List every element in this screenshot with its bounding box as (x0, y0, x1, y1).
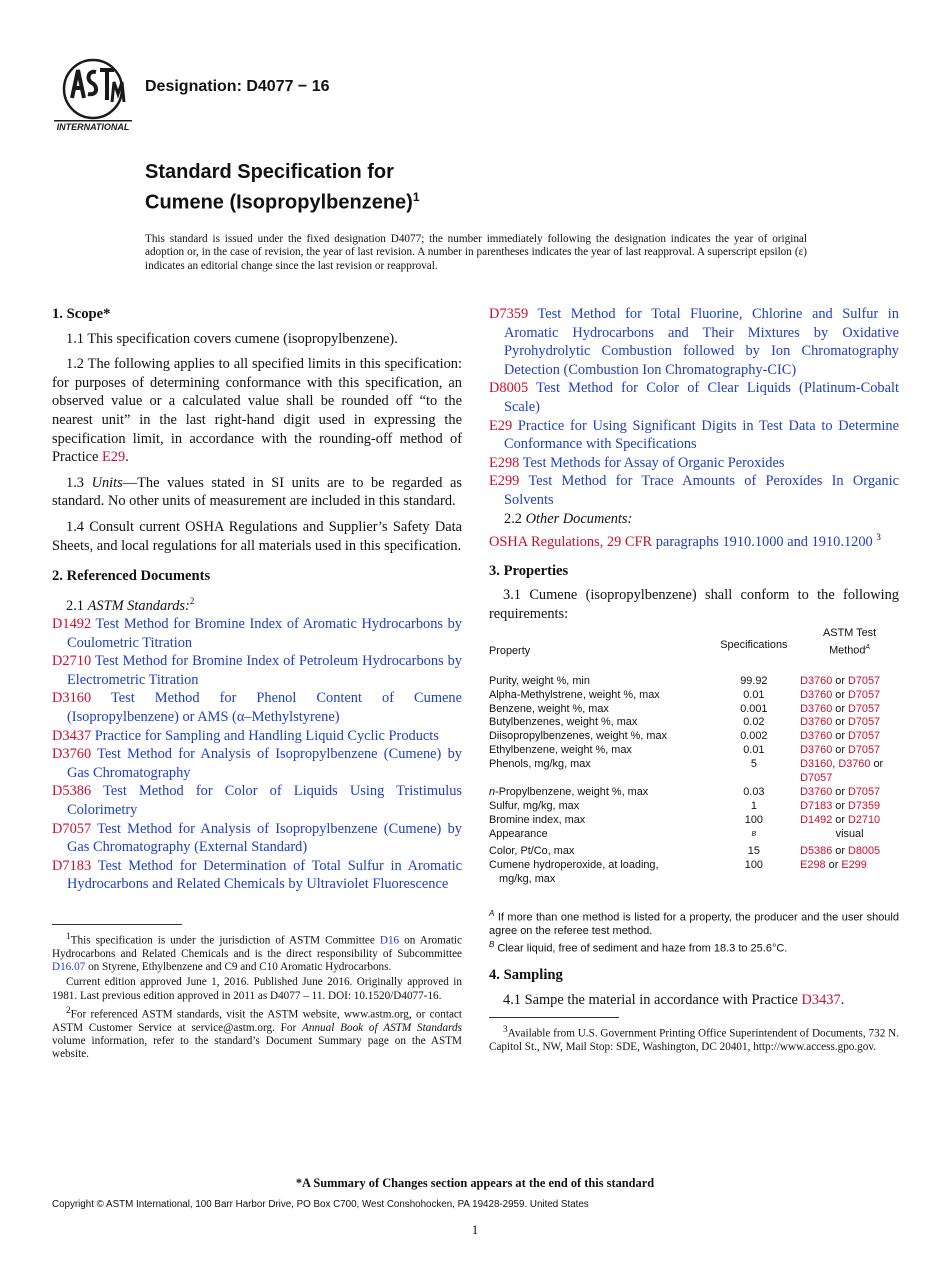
method-link[interactable]: D2710 (848, 813, 881, 826)
method-cell: visual (835, 827, 864, 840)
spec-value: 99.92 (740, 674, 768, 687)
properties-heading: 3. Properties (489, 562, 569, 579)
astm-ref-d2710 (52, 652, 462, 689)
table-row-phenols (489, 758, 899, 786)
astm-ref-d1492 (52, 615, 462, 652)
table-body (489, 675, 899, 887)
astm-ref-d7359 (489, 305, 899, 379)
method-sep: or (832, 730, 849, 743)
ref-title-link[interactable]: Test Method for Total Fluorine, Chlorine and Sulfur in Aromatic Hydrocarbons and Their Mixtures by Oxidative Pyrohydrolytic Combustion followed by Ion Chromatography Detection (Combustion Ion Chromatography-CIC) (504, 306, 899, 378)
footnote-rule (489, 1017, 619, 1018)
method-link[interactable]: E298 (800, 859, 826, 872)
ref-code-link[interactable]: D8005 (489, 380, 529, 397)
table-row (489, 703, 899, 717)
fn1-text-b: on Aromatic Hydrocarbons and Related Chemicals and is the direct responsibility of Subcommittee (52, 934, 462, 960)
method-sep: or (832, 785, 849, 798)
spec-value (712, 828, 797, 846)
table-note-b-ref: B (751, 830, 757, 838)
col-header-property: Property (489, 644, 531, 657)
fn2-text-b: volume information, refer to the standard’s Document Summary page on the ASTM website. (52, 1034, 462, 1061)
astm-ref-d3760 (52, 745, 462, 782)
para-1-3-num: 1.3 (66, 474, 84, 491)
method-cell (796, 758, 899, 786)
col-header-method-line2: Method (829, 644, 866, 657)
sub-2-1-num: 2.1 (66, 597, 84, 614)
title-line1: Standard Specification for (145, 161, 394, 183)
table-row (489, 845, 899, 859)
link-e29[interactable]: E29 (101, 449, 126, 466)
ref-code-link[interactable]: D3160 (52, 690, 92, 707)
para-3-1: 3.1 Cumene (isopropylbenzene) shall conform to the following requirements: (489, 587, 899, 622)
method-link[interactable]: D3760 (800, 688, 833, 701)
table-note-a (489, 907, 899, 938)
astm-logo (52, 58, 134, 134)
para-1-3-label: Units (91, 474, 123, 491)
method-link[interactable]: D7057 (848, 744, 881, 757)
para-1-2: 1.2 The following applies to all specified limits in this specification: for purposes of determining conformance with this specification, an observed value or a calculated value shall be rounded off “to the nearest unit” in the last right-hand digit used in expressing the specification limit, in accordance with the rounding-off method of Practice E29. (52, 356, 462, 466)
link-osha[interactable]: OSHA Regulations, 29 CFR (489, 533, 653, 550)
para-4-1-text: 4.1 Sampe the material in accordance with Practice (503, 992, 798, 1009)
method-cell (796, 859, 899, 887)
astm-ref-d5386 (52, 782, 462, 819)
ref-code-link[interactable]: D1492 (52, 616, 92, 633)
ref-title-link[interactable]: Test Method for Analysis of Isopropylbenzene (Cumene) by Gas Chromatography (67, 746, 462, 781)
property-name: Diisopropylbenzenes, weight %, max (489, 730, 667, 743)
fn2-italic: Annual Book of ASTM Standards (302, 1021, 462, 1034)
spec-value: 0.03 (743, 785, 765, 798)
method-sep: or (832, 799, 849, 812)
spec-value: 0.01 (743, 744, 765, 757)
method-link[interactable]: D3760 (800, 744, 833, 757)
method-sep: or (832, 674, 849, 687)
method-cell (796, 800, 899, 814)
astm-ref-list-right (489, 305, 899, 510)
table-row (489, 814, 899, 828)
sub-2-1-label: ASTM Standards: (87, 597, 190, 614)
property-name: Phenols, mg/kg, max (489, 758, 591, 771)
method-cell (796, 744, 899, 758)
method-sep: or (825, 859, 842, 872)
ref-title-link[interactable]: Test Method for Phenol Content of Cumene (Isopropylbenzene) or AMS (α–Methylstyrene) (67, 690, 462, 726)
method-link[interactable]: D3760 (838, 758, 871, 771)
spec-value: 15 (747, 845, 760, 858)
method-cell (796, 845, 899, 859)
fn3-mark: 3 (503, 1024, 508, 1035)
table-note-a-ref: A (865, 644, 871, 652)
method-link[interactable]: D7359 (848, 799, 881, 812)
fn1-mark: 1 (66, 932, 71, 943)
ref-code-link[interactable]: D7183 (52, 857, 92, 874)
fn1-text-a: This specification is under the jurisdiction of ASTM Committee (70, 934, 375, 947)
table-row (489, 744, 899, 758)
refs-heading: 2. Referenced Documents (52, 568, 211, 585)
ref-title-link[interactable]: Test Method for Bromine Index of Petroleum Hydrocarbons by Electrometric Titration (67, 653, 463, 688)
ref-title-link[interactable]: Test Method for Analysis of Isopropylbenzene (Cumene) by Gas Chromatography (External Standard) (67, 820, 462, 856)
astm-ref-e29 (489, 417, 899, 454)
fn1-text-c: on Styrene, Ethylbenzene and C9 and C10 Aromatic Hydrocarbons. (88, 961, 392, 974)
para-1-4: 1.4 Consult current OSHA Regulations and Supplier’s Safety Data Sheets, and local regulations for all materials used in this specification. (52, 518, 462, 554)
astm-ref-e299 (489, 472, 899, 509)
method-cell (796, 689, 899, 703)
table-row-hydroperoxide (489, 859, 899, 887)
property-name: Sulfur, mg/kg, max (489, 799, 580, 812)
para-1-3 (52, 474, 462, 511)
table-row-appearance (489, 828, 899, 846)
scope-heading: 1. Scope* (52, 306, 111, 322)
astm-ref-d3160 (52, 689, 462, 726)
astm-standards-label (52, 592, 462, 615)
method-cell (796, 716, 899, 730)
ref-title-link[interactable]: Test Method for Color of Clear Liquids (Platinum-Cobalt Scale) (504, 380, 899, 415)
title-text: Cumene (Isopropylbenzene) (145, 191, 413, 214)
spec-value: 0.01 (743, 688, 765, 701)
sub-2-2-label: Other Documents: (525, 510, 633, 527)
ref-code-link[interactable]: D3437 (52, 727, 92, 744)
ref-title-link[interactable]: Test Method for Trace Amounts of Peroxides In Organic Solvents (504, 473, 900, 508)
method-sep: or (832, 702, 849, 715)
note-b-text: Clear liquid, free of sediment and haze from 18.3 to 25.6°C. (497, 943, 788, 956)
ref-title-link[interactable]: Test Method for Determination of Total Sulfur in Aromatic Hydrocarbons and Related Chemicals by Ultraviolet Fluorescence (67, 857, 462, 893)
sampling-heading: 4. Sampling (489, 967, 563, 984)
fn2-text-a: For referenced ASTM standards, visit the ASTM website, www.astm.org, or contact ASTM Customer Service at service@astm.org. For (52, 1008, 462, 1034)
property-name: Purity, weight %, min (489, 674, 590, 687)
property-name: Color, Pt/Co, max (489, 845, 575, 858)
ref-title-link[interactable]: Test Method for Color of Liquids Using Tristimulus Colorimetry (67, 783, 462, 819)
property-name: Butylbenzenes, weight %, max (489, 716, 638, 729)
method-link[interactable]: D7057 (848, 674, 881, 687)
method-link[interactable]: D3760 (800, 785, 833, 798)
spec-value: 100 (744, 813, 763, 826)
footnote-rule (52, 924, 182, 925)
method-sep: or (832, 845, 849, 858)
table-row (489, 730, 899, 744)
property-line2: mg/kg, max (499, 873, 556, 886)
left-column (52, 305, 462, 1063)
footnote-3 (489, 1024, 899, 1054)
designation: Designation: D4077 − 16 (145, 78, 330, 95)
ref-title-link[interactable]: Practice for Sampling and Handling Liquid Cyclic Products (94, 727, 439, 744)
method-link[interactable]: D3760 (800, 730, 833, 743)
method-link[interactable]: D3760 (800, 702, 833, 715)
osha-ref (489, 528, 899, 551)
footnote-2 (52, 1005, 462, 1062)
ref-code-link[interactable]: E298 (489, 454, 520, 471)
method-link[interactable]: D3160 (800, 758, 833, 771)
footnote-ref-3[interactable]: 3 (876, 532, 881, 543)
title-footnote-ref[interactable]: 1 (412, 190, 420, 204)
method-link[interactable]: D7057 (848, 716, 881, 729)
method-sep: or (870, 758, 884, 771)
col-header-method (796, 627, 899, 674)
col-header-spec: Specifications (720, 638, 788, 651)
method-sep: or (832, 716, 849, 729)
other-documents-label (489, 510, 899, 529)
property-name: Ethylbenzene, weight %, max (489, 744, 632, 757)
method-cell (796, 814, 899, 828)
table-row-propylbenzene (489, 786, 899, 800)
method-link[interactable]: D3760 (800, 674, 833, 687)
astm-ref-d3437 (52, 727, 462, 746)
method-link[interactable]: E299 (841, 859, 867, 872)
para-4-1: 4.1 Sampe the material in accordance with Practice D3437. (503, 992, 845, 1009)
para-1-1: 1.1 This specification covers cumene (isopropylbenzene). (66, 330, 398, 347)
property-name: Alpha-Methylstrene, weight %, max (489, 688, 660, 701)
property-name: Benzene, weight %, max (489, 702, 609, 715)
para-1-3-text: —The values stated in SI units are to be regarded as standard. No other units of measurement are included in this standard. (52, 474, 462, 510)
astm-ref-e298 (489, 454, 899, 473)
spec-value: 0.002 (740, 730, 768, 743)
method-cell (796, 675, 899, 689)
property-line1: Cumene hydroperoxide, at loading, (489, 859, 659, 872)
property-name (489, 859, 712, 887)
method-link[interactable]: D7057 (800, 772, 833, 785)
sub-2-2-num: 2.2 (504, 510, 522, 527)
method-link[interactable]: D3760 (800, 716, 833, 729)
osha-title[interactable]: paragraphs 1910.1000 and 1910.1200 (655, 533, 873, 550)
astm-ref-d7057 (52, 820, 462, 857)
link-d16-07[interactable]: D16.07 (52, 961, 86, 974)
fn2-mark: 2 (66, 1005, 71, 1016)
property-name (489, 786, 712, 800)
right-column (489, 305, 899, 1056)
page-title (145, 160, 420, 216)
fn3-text: Available from U.S. Government Printing Office Superintendent of Documents, 732 N. Capitol St., NW, Mail Stop: SDE, Washington, DC 20401, http://www.access.gpo.gov. (489, 1027, 899, 1053)
spec-value: 0.02 (743, 716, 765, 729)
method-sep: or (832, 744, 849, 757)
table-header-row (489, 627, 899, 674)
copyright: Copyright © ASTM International, 100 Barr Harbor Drive, PO Box C700, West Conshohocken, PA 19428-2959. United States (52, 1199, 589, 1210)
method-link[interactable]: D7183 (800, 799, 833, 812)
astm-ref-list-left (52, 615, 462, 894)
method-cell (796, 703, 899, 717)
method-sep: or (832, 688, 849, 701)
link-d16[interactable]: D16 (379, 934, 400, 947)
para-1-2-text: 1.2 The following applies to all specified limits in this specification: for purposes of determining conformance with this specification, an observed value or a calculated value shall be rounded off “to the nearest unit” in the last right-hand digit used in expressing the specification limit, in accordance with the rounding-off method of Practice (52, 356, 462, 466)
note-a-text: If more than one method is listed for a property, the producer and the user should agree on the referee test method. (489, 911, 899, 938)
logo-text: INTERNATIONAL (56, 122, 130, 132)
col-header-method-line1: ASTM Test (823, 627, 877, 640)
property-name: Bromine index, max (489, 813, 586, 826)
table-row (489, 675, 899, 689)
ref-title-link[interactable]: Practice for Using Significant Digits in Test Data to Determine Conformance with Specifications (504, 417, 899, 453)
spec-value: 5 (750, 758, 757, 771)
method-sep: , (832, 758, 839, 771)
page-number: 1 (471, 1222, 479, 1237)
ref-code-link[interactable]: D2710 (52, 653, 92, 670)
footnote-1-edition: Current edition approved June 1, 2016. Published June 2016. Originally approved in 1981. Last previous edition approved in 2011 as D4077 – 11. DOI: 10.1520/D4077-16. (52, 976, 462, 1002)
spec-value: 0.001 (740, 702, 768, 715)
table-row (489, 689, 899, 703)
title-line2 (145, 185, 420, 216)
spec-value: 100 (744, 859, 763, 872)
property-italic: n (489, 785, 496, 798)
ref-code-link[interactable]: D3760 (52, 746, 92, 763)
summary-of-changes-note: *A Summary of Changes section appears at the end of this standard (295, 1176, 655, 1190)
astm-ref-d8005 (489, 379, 899, 416)
ref-code-link[interactable]: E299 (489, 473, 520, 490)
astm-ref-d7183 (52, 857, 462, 894)
link-d3437[interactable]: D3437 (801, 992, 841, 1009)
method-cell (796, 786, 899, 800)
method-cell (796, 730, 899, 744)
ref-code-link[interactable]: D7359 (489, 306, 529, 322)
ref-title-link[interactable]: Test Method for Bromine Index of Aromatic Hydrocarbons by Coulometric Titration (67, 616, 462, 651)
properties-table (489, 627, 899, 887)
method-link[interactable]: D5386 (800, 845, 833, 858)
method-sep: or (832, 813, 849, 826)
note-a-mark: A (489, 908, 495, 918)
method-link[interactable]: D7057 (848, 730, 881, 743)
method-link[interactable]: D1492 (800, 813, 833, 826)
note-b-mark: B (489, 940, 495, 950)
footnote-ref-2[interactable]: 2 (189, 595, 195, 606)
method-link[interactable]: D8005 (848, 845, 881, 858)
table-row (489, 800, 899, 814)
method-link[interactable]: D7057 (848, 702, 881, 715)
property-text: -Propylbenzene, weight %, max (495, 785, 649, 798)
ref-code-link[interactable]: E29 (489, 417, 513, 434)
issued-note: This standard is issued under the fixed designation D4077; the number immediately following the designation indicates the year of original adoption or, in the case of revision, the year of last revision. A number in parentheses indicates the year of last reapproval. A superscript epsilon (ε) indicates an editorial change since the last revision or reapproval. (145, 233, 807, 272)
ref-code-link[interactable]: D7057 (52, 820, 92, 837)
method-link[interactable]: D7057 (848, 688, 881, 701)
table-row (489, 716, 899, 730)
ref-code-link[interactable]: D5386 (52, 783, 92, 800)
footnote-1 (52, 931, 462, 974)
method-link[interactable]: D7057 (848, 785, 881, 798)
property-name: Appearance (489, 827, 548, 840)
ref-title-link[interactable]: Test Methods for Assay of Organic Peroxides (522, 454, 785, 471)
table-note-b (489, 938, 899, 956)
spec-value: 1 (750, 799, 757, 812)
